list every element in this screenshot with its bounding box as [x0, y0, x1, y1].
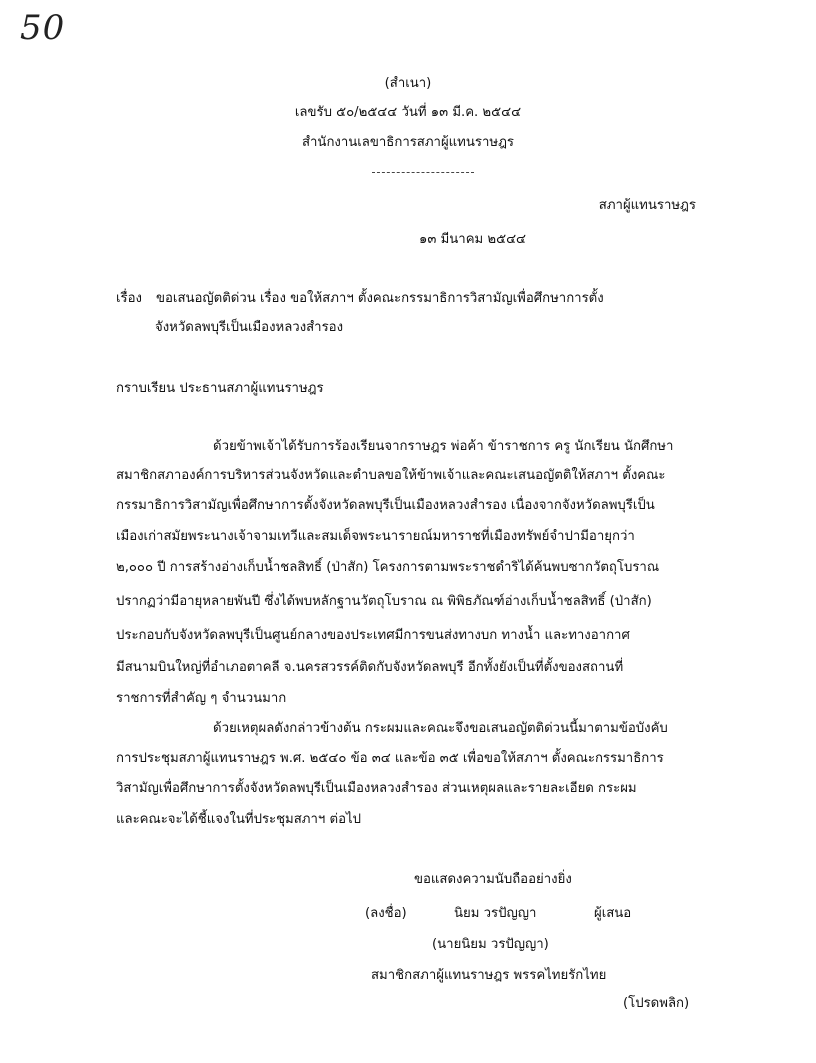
- body-line: การประชุมสภาผู้แทนราษฎร พ.ศ. ๒๕๔๐ ข้อ ๓๔ และข้อ ๓๕ เพื่อขอให้สภาฯ ตั้งคณะกรรมาธิการ: [116, 751, 664, 766]
- sign-prefix: (ลงชื่อ): [365, 906, 407, 921]
- body-line: เมืองเก่าสมัยพระนางเจ้าจามเทวีและสมเด็จพระนารายณ์มหาราชที่เมืองทรัพย์จำปามีอายุกว่า: [116, 529, 635, 544]
- handwritten-page-number: 50: [20, 8, 66, 48]
- office-name: สำนักงานเลขาธิการสภาผู้แทนราษฎร: [301, 135, 515, 150]
- document-date: ๑๓ มีนาคม ๒๕๔๔: [419, 232, 527, 247]
- subject-text-1: ขอเสนอญัตติด่วน เรื่อง ขอให้สภาฯ ตั้งคณะกรรมาธิการวิสามัญเพื่อศึกษาการตั้ง: [156, 291, 604, 306]
- receipt-line: เลขรับ ๕๐/๒๕๔๔ วันที่ ๑๓ มี.ค. ๒๕๔๔: [294, 105, 522, 120]
- body-line: ราชการที่สำคัญ ๆ จำนวนมาก: [116, 691, 287, 706]
- subject-label: เรื่อง: [116, 291, 142, 306]
- body-line: สมาชิกสภาองค์การบริหารส่วนจังหวัดและตำบลขอให้ข้าพเจ้าและคณะเสนอญัตติให้สภาฯ ตั้งคณะ: [116, 468, 666, 483]
- body-line: ๒,๐๐๐ ปี การสร้างอ่างเก็บน้ำชลสิทธิ์ (ป่าสัก) โครงการตามพระราชดำริได้ค้นพบซากวัตถุโบราณ: [116, 560, 660, 575]
- recipient-org: สภาผู้แทนราษฎร: [598, 198, 696, 213]
- signer-name: นิยม วรปัญญา: [454, 906, 537, 921]
- body-line: มีสนามบินใหญ่ที่อำเภอตาคลี จ.นครสวรรค์ติดกับจังหวัดลพบุรี อีกทั้งยังเป็นที่ตั้งของสถานที่: [116, 660, 624, 675]
- header-separator: [372, 172, 474, 173]
- closing-regards: ขอแสดงความนับถืออย่างยิ่ง: [414, 872, 572, 887]
- copy-label: (สำเนา): [384, 76, 432, 91]
- turn-page-note: (โปรดพลิก): [623, 996, 690, 1011]
- subject-line-2: จังหวัดลพบุรีเป็นเมืองหลวงสำรอง: [155, 320, 344, 335]
- body-line: ประกอบกับจังหวัดลพบุรีเป็นศูนย์กลางของประเทศมีการขนส่งทางบก ทางน้ำ และทางอากาศ: [116, 628, 630, 643]
- body-line: ปรากฏว่ามีอายุหลายพันปี ซึ่งได้พบหลักฐานวัตถุโบราณ ณ พิพิธภัณฑ์อ่างเก็บน้ำชลสิทธิ์ (ป่าสัก): [116, 594, 652, 609]
- body-line: ด้วยข้าพเจ้าได้รับการร้องเรียนจากราษฎร พ่อค้า ข้าราชการ ครู นักเรียน นักศึกษา: [213, 439, 674, 454]
- signer-role: ผู้เสนอ: [594, 906, 632, 921]
- body-line: ด้วยเหตุผลดังกล่าวข้างต้น กระผมและคณะจึงขอเสนอญัตติด่วนนี้มาตามข้อบังคับ: [213, 721, 668, 736]
- body-line: วิสามัญเพื่อศึกษาการตั้งจังหวัดลพบุรีเป็นเมืองหลวงสำรอง ส่วนเหตุผลและรายละเอียด กระผม: [116, 781, 637, 796]
- subject-line-1: [116, 287, 604, 308]
- signer-full-name: (นายนิยม วรปัญญา): [432, 937, 549, 952]
- signer-position: สมาชิกสภาผู้แทนราษฎร พรรคไทยรักไทย: [371, 968, 607, 983]
- salutation: กราบเรียน ประธานสภาผู้แทนราษฎร: [116, 381, 324, 396]
- body-line: และคณะจะได้ชี้แจงในที่ประชุมสภาฯ ต่อไป: [116, 812, 361, 827]
- body-line: กรรมาธิการวิสามัญเพื่อศึกษาการตั้งจังหวัดลพบุรีเป็นเมืองหลวงสำรอง เนื่องจากจังหวัดลพบุรีเป็น: [116, 498, 655, 513]
